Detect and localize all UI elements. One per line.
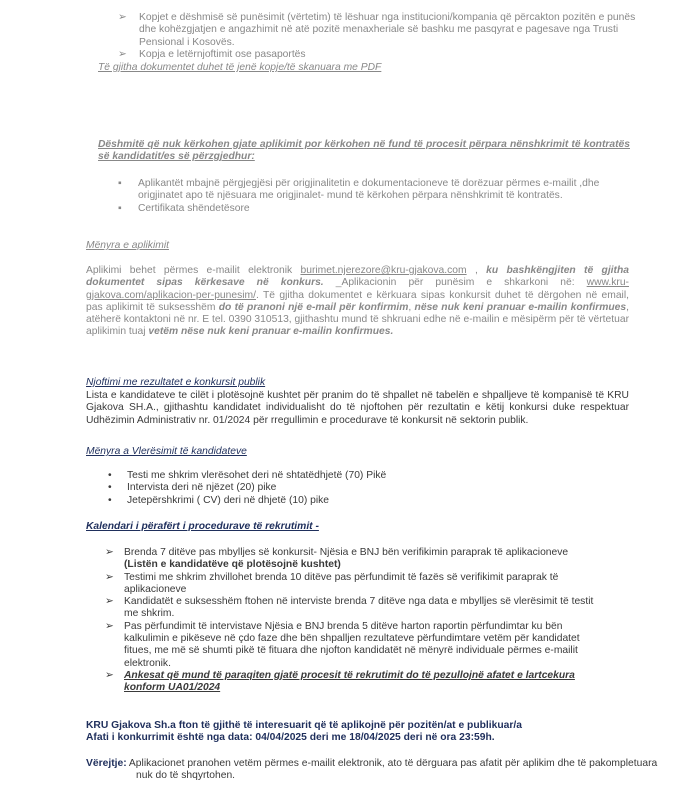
list-item [105,572,599,597]
footer-line: KRU Gjakova Sh.a fton të gjithë të interesuarit që të aplikojnë për pozitën/at e publikuar/a [86,720,522,731]
list-item [118,178,640,203]
certs-list [118,178,640,215]
list-item-text: Intervista deri në njëzet (20) pike [127,482,277,494]
square-bullet-icon: ▪ [118,178,122,189]
list-item-text: Brenda 7 ditëve pas mbylljes së konkursit- Njësia e BNJ bën verifikimin paraprak të aplikacioneve [124,547,569,558]
note-label: Vërejtje: [86,758,127,769]
note-text: Aplikacionet pranohen vetëm përmes e-mailit elektronik, ato të dërguara pas afatit për aplikim dhe të pakompletuara nuk do të shqyrtohen. [126,758,658,782]
list-item [118,49,638,61]
list-item [108,470,588,482]
apply-paragraph: Aplikimi behet përmes e-mailit elektronik burimet.njerezore@kru-gjakova.com , ku bashkëngjiten të gjitha dokumentet sipas kërkesave në konkurs. _Aplikacionin për punësim e shkarkoni në: www.kru-gjakova.com/aplikacion-per-punesim/. Të gjitha dokumentet e kërkuara sipas konkursit duhet të dërgohen në email, pas aplikimit të suksesshëm do të pranoni një e-mail për konfirmim, nëse nuk keni pranuar e-mailin konfirmues, atëherë kontaktoni në nr. E tel. 0390 310513, gjithashtu mund të shkruani edhe në e-mailin e mësipërm për të vërtetuar aplikimin tuaj vetëm nëse nuk keni pranuar e-mailin konfirmues. [86,265,629,338]
list-item-text: Kandidatët e suksesshëm ftohen në interviste brenda 7 ditëve nga data e mbylljes së vlerësimit të testit me shkrim. [124,596,594,620]
apply-heading: Mënyra e aplikimit [86,240,169,251]
list-item-text: Kopja e letërnjoftimit ose pasaportës [139,48,306,60]
list-item [105,670,599,695]
top-list [118,12,638,61]
arrow-bullet-icon: ➢ [118,48,127,60]
list-item [108,495,588,507]
list-item [118,12,638,49]
certs-heading: Dëshmitë që nuk kërkohen gjate aplikimit por kërkohen në fund të procesit përpara nënshkrimit të kontratës së kandidatit/es së përzgjedhur: [98,139,630,163]
arrow-bullet-icon: ➢ [105,620,114,632]
list-item-text: Ankesat që mund të paraqiten gjatë procesit të rekrutimit do të pezullojnë afatet e lartcekura konform UA01/2024 [124,669,575,694]
footer-note [86,758,676,783]
list-item-text: Certifikata shëndetësore [138,202,250,214]
notify-heading: Njoftimi me rezultatet e konkursit publik [86,377,266,388]
list-item-emphasis: (Listën e kandidatëve që plotësojnë kushtet) [124,559,341,571]
list-item [105,621,599,670]
notify-paragraph: Lista e kandidateve te cilët i plotësojnë kushtet për pranim do të shpallet në tabelën e shpalljeve të kompanisë të KRU Gjakova SH.A., gjithashtu kandidatet individualisht do të njoftohen për rezultatin e këtij konkursi duke respektuar Udhëzimin Administrativ nr. 01/2024 për rregullimin e procedurave të konkursit në sektorin publik. [86,390,629,426]
footer-invitation [86,720,646,745]
list-item-text: Kopjet e dëshmisë së punësimit (vërtetim) të lëshuar nga institucioni/kompania që përcakton pozitën e punës dhe kohëzgjatjen e angazhimit në atë pozitë menaxheriale së bashku me pasqyrat e pagesave nga Trusti Pensional i Kosovës. [139,12,636,48]
arrow-bullet-icon: ➢ [105,596,114,608]
list-item-text: Jetepërshkrimi ( CV) deri në dhjetë (10) pike [127,494,330,506]
arrow-bullet-icon: ➢ [118,12,127,23]
dot-bullet-icon: • [108,494,112,506]
square-bullet-icon: ▪ [118,202,122,214]
list-item [108,482,588,494]
arrow-bullet-icon: ➢ [105,669,114,681]
list-item-text: Pas përfundimit të intervistave Njësia e BNJ brenda 5 ditëve harton raportin përfundimtar ku bën kalkulimin e pikëseve në çdo faze dhe bën shpalljen rezultateve përfundimtare vetëm për kandidatet fitues, me më së shumti pikë të fituara dhe njofton kandidatët në mënyrë individuale përmes e-mailit elektronik. [124,620,580,669]
email-link[interactable]: burimet.njerezore@kru-gjakova.com [300,265,467,276]
dot-bullet-icon: • [108,482,112,494]
arrow-bullet-icon: ➢ [105,571,114,583]
eval-list [108,470,588,507]
list-item-text: Testimi me shkrim zhvillohet brenda 10 ditëve pas përfundimit të fazës së verifikimit paraprak të aplikacioneve [124,571,559,595]
list-item-text: Aplikantët mbajnë përgjegjësi për origjinalitetin e dokumentacioneve të dorëzuar përmes e-mailit ,dhe origjinatet apo të njësuara me origjinalet- mund të kërkohen përpara nënshkrimit të kontratës. [138,178,600,202]
list-item [118,203,640,215]
footer-deadline: Afati i konkurrimit është nga data: 04/04/2025 deri me 18/04/2025 deri në ora 23:59h. [86,732,495,744]
list-item [105,596,599,621]
list-item-text: Testi me shkrim vlerësohet deri në shtatëdhjetë (70) Pikë [127,470,387,481]
list-item [105,547,599,572]
application-url-link[interactable]: www.kru-gjakova.com/aplikacion-per-punesim/ [86,277,629,301]
dot-bullet-icon: • [108,470,112,481]
scan-note: Të gjitha dokumentet duhet të jenë kopje/të skanuara me PDF [98,62,382,73]
arrow-bullet-icon: ➢ [105,547,114,558]
calendar-heading: Kalendari i përafërt i procedurave të rekrutimit - [86,521,319,532]
calendar-list [105,547,599,695]
eval-heading: Mënyra a Vlerësimit të kandidateve [86,446,247,457]
